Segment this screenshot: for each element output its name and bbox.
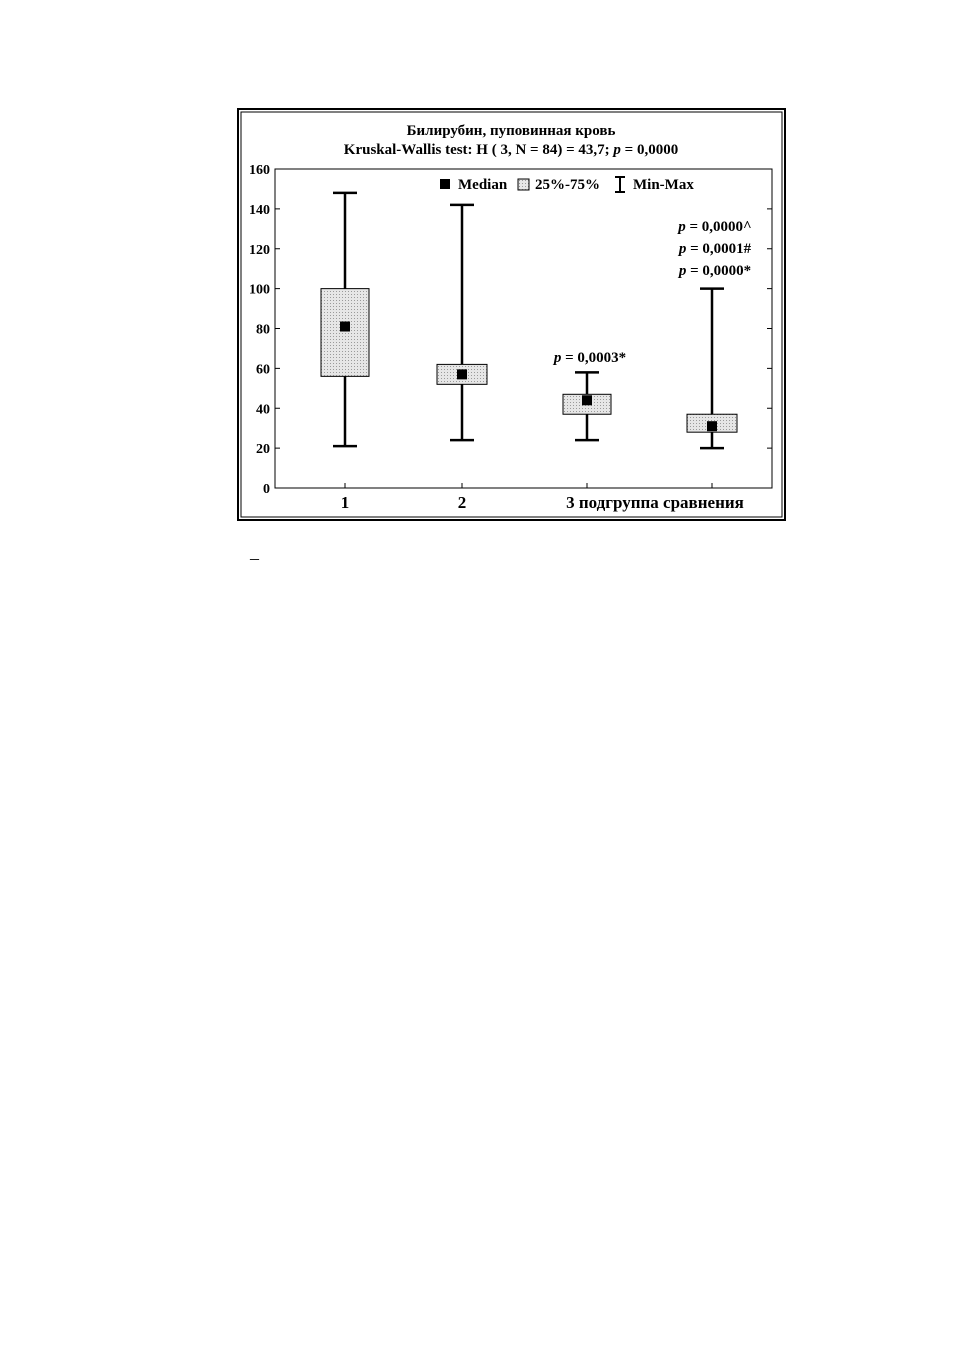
median-marker (582, 395, 592, 405)
page-dash-mark: – (250, 548, 259, 568)
boxplot-chart (237, 108, 786, 521)
p-value-annotation: p = 0,0003* (553, 350, 627, 366)
p-value-annotation: p = 0,0001# (678, 241, 752, 257)
chart-title: Билирубин, пуповинная кровь (406, 123, 616, 139)
legend-box-marker (518, 179, 529, 190)
y-tick-label: 100 (249, 282, 270, 298)
y-tick-label: 60 (256, 362, 270, 378)
y-tick-label: 40 (256, 402, 270, 418)
legend-median-marker (440, 179, 450, 189)
legend (440, 177, 694, 193)
chart-subtitle: Kruskal-Wallis test: H ( 3, N = 84) = 43,7; p = 0,0000 (343, 142, 679, 158)
y-tick-label: 80 (256, 322, 270, 338)
chart-frame (237, 108, 786, 521)
x-category-label: 2 (457, 493, 467, 512)
median-marker (707, 421, 717, 431)
x-category-label: 1 (340, 493, 350, 512)
y-tick-label: 0 (263, 482, 270, 497)
median-marker (340, 322, 350, 332)
y-tick-label: 120 (249, 242, 270, 258)
y-tick-label: 160 (249, 163, 270, 178)
x-category-label: 3 подгруппа сравнения (566, 493, 744, 512)
y-tick-label: 20 (256, 442, 270, 458)
p-value-annotation: p = 0,0000^ (678, 219, 752, 235)
y-tick-label: 140 (249, 202, 270, 218)
median-marker (457, 369, 467, 379)
iqr-box (321, 289, 369, 377)
legend-box-label: 25%-75% (535, 177, 600, 193)
legend-median-label: Median (458, 177, 508, 193)
p-value-annotation: p = 0,0000* (678, 263, 752, 279)
legend-whisker-label: Min-Max (633, 177, 694, 193)
